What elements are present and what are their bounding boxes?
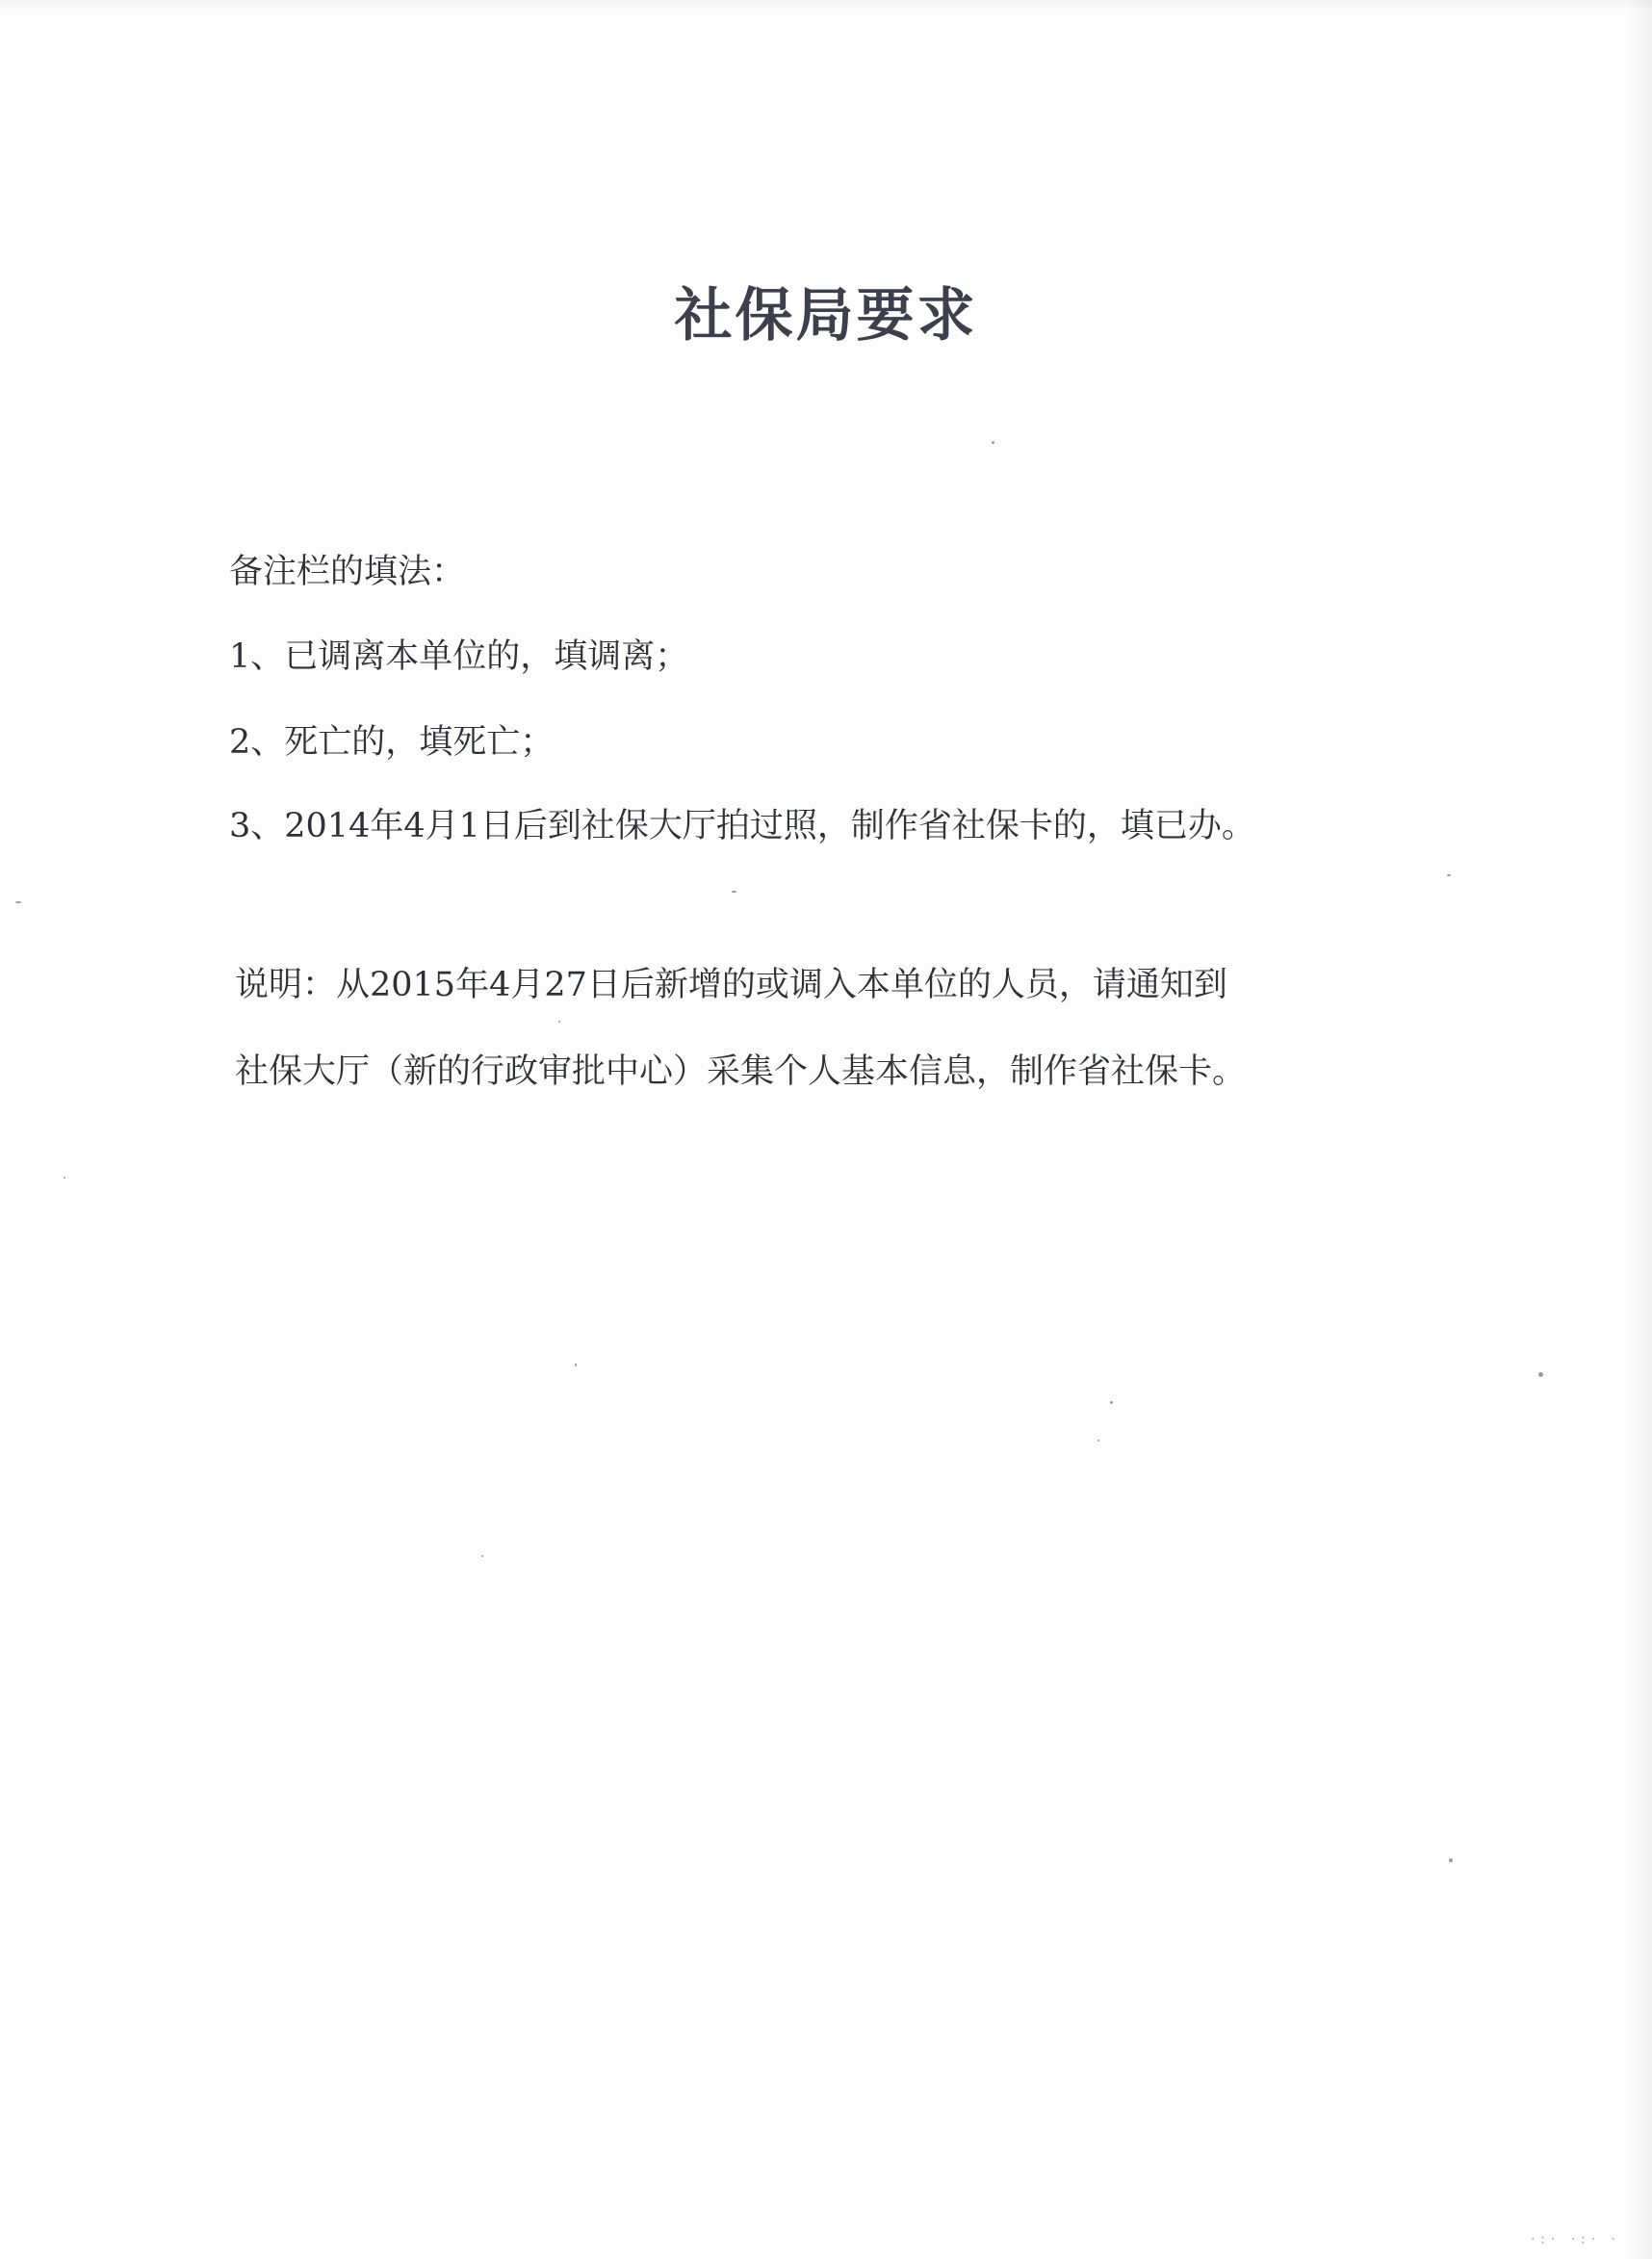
scan-speck xyxy=(481,1555,483,1557)
scan-speck xyxy=(64,1177,65,1179)
remark-item-1: 1、已调离本单位的，填调离； xyxy=(229,637,689,676)
scan-speck xyxy=(1110,1401,1113,1404)
scan-speck xyxy=(15,901,21,903)
scan-speck xyxy=(1447,874,1451,876)
scan-edge-marks: ·:· ·:· · xyxy=(1529,2232,1619,2247)
note-line-2: 社保大厅（新的行政审批中心）采集个人基本信息，制作省社保卡。 xyxy=(235,1052,1247,1091)
scan-speck xyxy=(1097,1440,1099,1441)
remark-heading: 备注栏的填法： xyxy=(229,553,466,591)
note-line-1: 说明：从2015年4月27日后新增的或调入本单位的人员，请通知到 xyxy=(235,966,1227,1004)
document-title: 社保局要求 xyxy=(674,282,978,350)
scan-speck xyxy=(732,891,736,893)
scan-speck xyxy=(1449,1858,1453,1862)
remark-item-2: 2、死亡的，填死亡； xyxy=(229,723,555,762)
remark-item-3: 3、2014年4月1日后到社保大厅拍过照，制作省社保卡的，填已办。 xyxy=(229,807,1255,845)
scan-speck xyxy=(992,441,994,444)
scan-speck xyxy=(1538,1372,1543,1377)
scan-top-shadow xyxy=(0,0,1652,12)
scan-speck xyxy=(558,1021,560,1023)
scan-speck xyxy=(575,1363,577,1366)
